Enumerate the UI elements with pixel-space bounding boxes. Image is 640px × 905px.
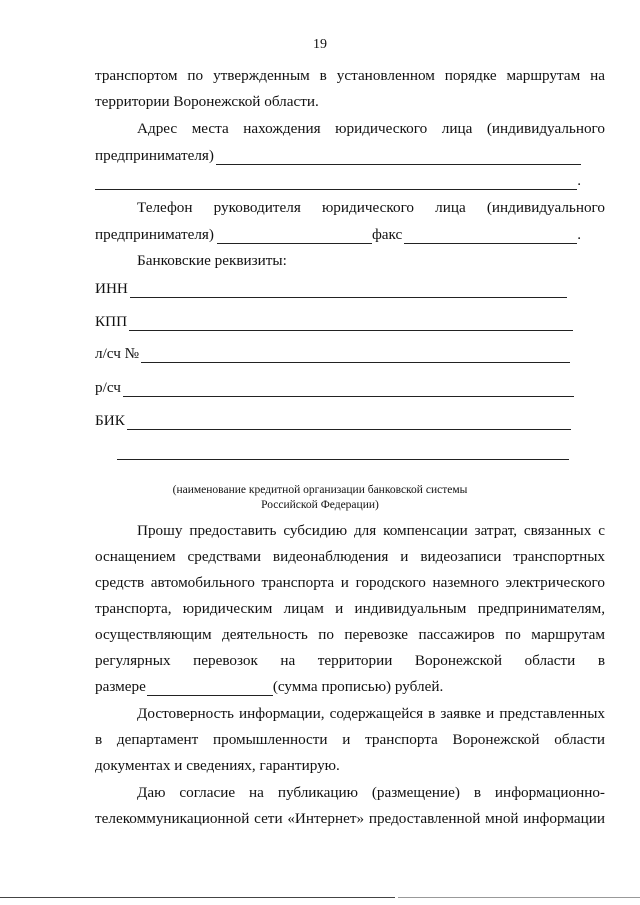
- paragraph-line: территории Воронежской области.: [95, 93, 319, 110]
- bank-caption-2: Российской Федерации): [261, 499, 379, 511]
- settlement-label: р/сч: [95, 379, 121, 396]
- phone-field-row: [95, 226, 581, 244]
- fax-label: факс: [371, 226, 403, 243]
- address-end: .: [577, 172, 581, 189]
- account-row: [95, 345, 570, 363]
- address-field-row-2: [95, 172, 581, 190]
- kpp-label: КПП: [95, 313, 128, 330]
- kpp-row: [95, 313, 573, 331]
- phone-label-line: Телефон руководителя юридического лица (индивидуального: [137, 199, 605, 216]
- consent-line: Даю согласие на публикацию (размещение) в информационно-: [137, 784, 605, 801]
- amount-label-end: (сумма прописью) рублей.: [272, 678, 444, 695]
- request-line: оснащением средствами видеонаблюдения и видеозаписи транспортных: [95, 548, 605, 565]
- request-line: транспорта, юридическим лицам и индивидуальным предпринимателям,: [95, 600, 605, 617]
- phone-end: .: [577, 226, 581, 243]
- inn-label: ИНН: [95, 280, 128, 297]
- consent-line: телекоммуникационной сети «Интернет» предоставленной мной информации: [95, 810, 605, 827]
- account-field[interactable]: [141, 349, 570, 363]
- amount-label: размере: [95, 678, 146, 695]
- inn-row: [95, 280, 567, 298]
- fax-field[interactable]: [404, 230, 577, 244]
- reliability-line: в департамент промышленности и транспорта Воронежской области: [95, 731, 605, 748]
- address-field-1[interactable]: [216, 151, 581, 165]
- account-label: л/сч №: [95, 345, 140, 362]
- phone-label-cont: предпринимателя): [95, 226, 214, 243]
- phone-field[interactable]: [217, 230, 372, 244]
- bank-name-row: [117, 446, 569, 460]
- address-field-row: [95, 147, 581, 165]
- bank-caption-1: (наименование кредитной организации банковской системы: [172, 484, 468, 496]
- request-line: осуществляющим деятельность по перевозке пассажиров по маршрутам: [95, 626, 605, 643]
- page-footer-rule-light: [398, 897, 640, 898]
- paragraph-line: транспортом по утвержденным в установленном порядке маршрутам на: [95, 67, 605, 84]
- bank-name-field[interactable]: [117, 446, 569, 460]
- bik-label: БИК: [95, 412, 125, 429]
- reliability-line: Достоверность информации, содержащейся в заявке и представленных: [137, 705, 605, 722]
- bik-field[interactable]: [127, 416, 571, 430]
- amount-row: [95, 678, 605, 696]
- kpp-field[interactable]: [129, 317, 573, 331]
- inn-field[interactable]: [130, 284, 567, 298]
- bank-title: Банковские реквизиты:: [137, 252, 287, 269]
- page-number: 19: [313, 37, 327, 52]
- request-line: Прошу предоставить субсидию для компенсации затрат, связанных с: [137, 522, 605, 539]
- reliability-line: документах и сведениях, гарантирую.: [95, 757, 340, 774]
- amount-field[interactable]: [147, 682, 273, 696]
- settlement-row: [95, 379, 574, 397]
- settlement-field[interactable]: [123, 383, 574, 397]
- address-label-cont: предпринимателя): [95, 147, 214, 164]
- request-line: средств автомобильного транспорта и городского наземного электрического: [95, 574, 605, 591]
- request-line: регулярных перевозок на территории Воронежской области в: [95, 652, 605, 669]
- page-footer-rule: [0, 897, 395, 898]
- bik-row: [95, 412, 571, 430]
- address-label-line: Адрес места нахождения юридического лица (индивидуального: [137, 120, 605, 137]
- address-field-2[interactable]: [95, 176, 577, 190]
